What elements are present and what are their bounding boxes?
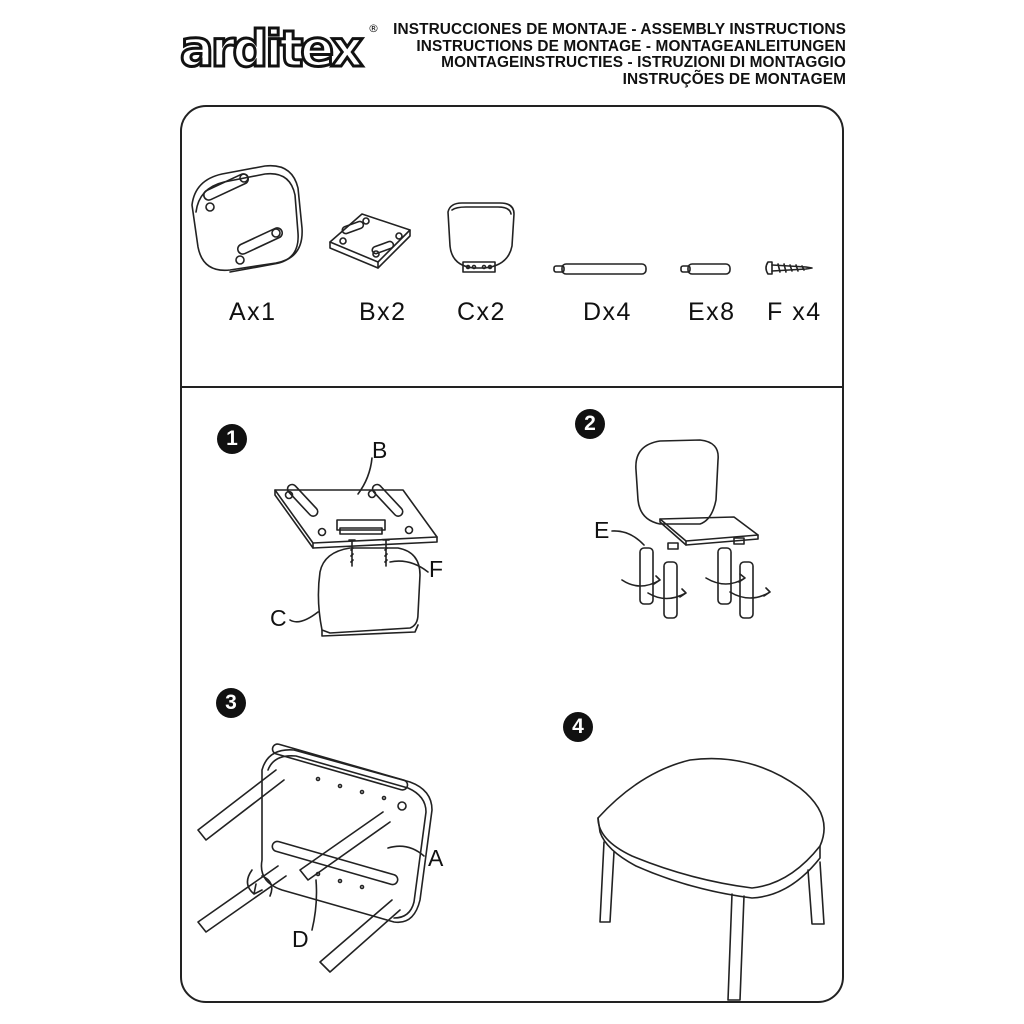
instructions-header: [376, 22, 846, 88]
header-line-1: INSTRUCCIONES DE MONTAJE - ASSEMBLY INSTRUCTIONS: [393, 21, 846, 38]
step-1-callout-b: B: [372, 437, 388, 463]
svg-text:arditex: arditex: [180, 20, 361, 78]
step-3-callout-a: A: [428, 845, 444, 871]
part-label-d: Dx4: [583, 298, 632, 326]
header-line-4: INSTRUÇÕES DE MONTAGEM: [622, 70, 846, 88]
part-label-b: Bx2: [359, 298, 407, 326]
step-1-number: 1: [217, 424, 247, 454]
arditex-logo: [176, 18, 382, 80]
step-2-number: 2: [575, 409, 605, 439]
step-2-callout-e: E: [594, 517, 610, 543]
instructions-panel: [180, 105, 844, 1003]
header-line-2: INSTRUCTIONS DE MONTAGE - MONTAGEANLEITUNGEN: [416, 37, 846, 55]
arditex-logo-graphic: [176, 18, 382, 80]
part-label-f: F x4: [767, 298, 822, 326]
svg-text:®: ®: [368, 22, 379, 35]
header-line-3: MONTAGEINSTRUCTIES - ISTRUZIONI DI MONTAGGIO: [441, 54, 846, 72]
step-1-callout-f: F: [429, 556, 444, 582]
part-label-a: Ax1: [229, 298, 277, 326]
step-4-number: 4: [563, 712, 593, 742]
step-1-callout-c: C: [270, 605, 287, 631]
parts-divider: [180, 386, 844, 388]
step-3-callout-d: D: [292, 926, 309, 952]
step-3-number: 3: [216, 688, 246, 718]
part-label-c: Cx2: [457, 298, 506, 326]
part-label-e: Ex8: [688, 298, 736, 326]
